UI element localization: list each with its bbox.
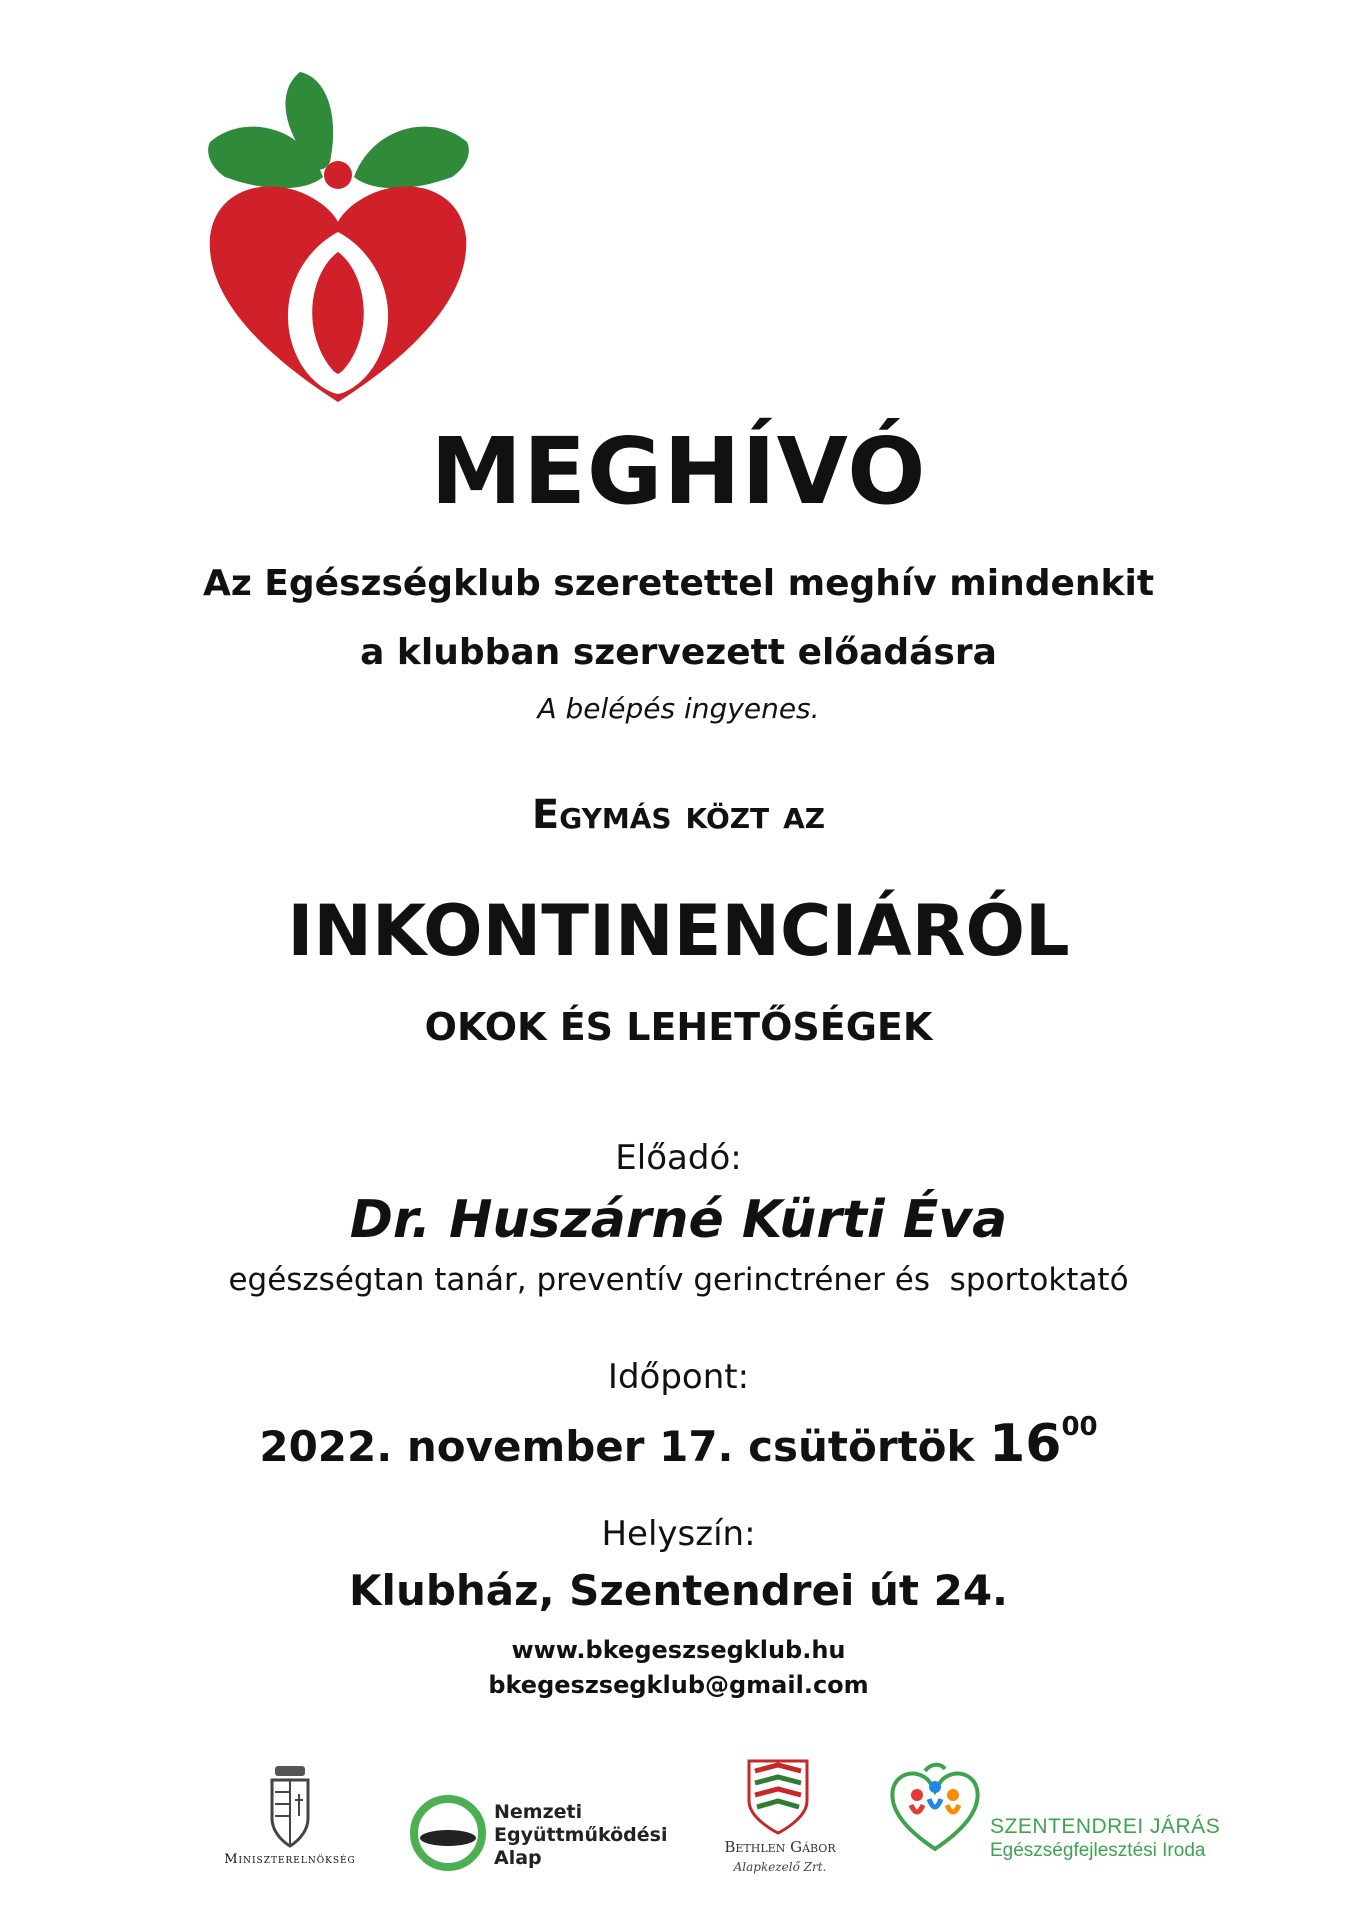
bethlen-gabor-sub: Alapkezelő Zrt. (733, 1860, 827, 1874)
speaker-name: Dr. Huszárné Kürti Éva (349, 1190, 1008, 1250)
radish-heart-logo (205, 72, 470, 402)
szentendrei-jaras-heart-logo (885, 1757, 985, 1857)
intro-line-1: Az Egészségklub szeretettel meghív mindenkit (202, 563, 1155, 604)
time-label: Időpont: (607, 1357, 750, 1397)
time-value (0, 1412, 1357, 1474)
website-link[interactable]: www.bkegeszsegklub.hu (511, 1636, 846, 1664)
lecture-subtitle-top: Egymás közt az (531, 792, 826, 838)
place-label: Helyszín: (601, 1514, 756, 1554)
nea-text (494, 1801, 667, 1870)
szentendre-line-1: SZENTENDREI JÁRÁS (990, 1815, 1221, 1838)
nea-line-2: Együttműködési (494, 1824, 668, 1846)
speaker-label: Előadó: (615, 1138, 742, 1178)
bethlen-gabor-shield-logo (745, 1757, 811, 1837)
email-link[interactable]: bkegeszsegklub@gmail.com (488, 1671, 869, 1699)
free-entry-note: A belépés ingyenes. (537, 692, 820, 725)
nea-line-1: Nemzeti (494, 1801, 583, 1823)
intro-line-2: a klubban szervezett előadásra (360, 632, 997, 673)
nea-line-3: Alap (494, 1847, 542, 1869)
lecture-subtitle-bottom: OKOK ÉS LEHETŐSÉGEK (424, 1005, 933, 1049)
speaker-role: egészségtan tanár, preventív gerinctréner és sportoktató (228, 1262, 1129, 1298)
event-minute: 00 (1061, 1412, 1098, 1442)
page-title: MEGHÍVÓ (430, 418, 927, 525)
bethlen-gabor-caption: Bethlen Gábor (724, 1838, 836, 1856)
place-value: Klubház, Szentendrei út 24. (349, 1566, 1008, 1615)
miniszterelnokseg-caption: Miniszterelnökség (224, 1852, 356, 1867)
lecture-topic: INKONTINENCIÁRÓL (287, 890, 1070, 972)
event-hour: 16 (989, 1414, 1062, 1474)
szentendre-line-2: Egészségfejlesztési Iroda (990, 1840, 1206, 1861)
event-date: 2022. november 17. csütörtök (259, 1422, 990, 1471)
